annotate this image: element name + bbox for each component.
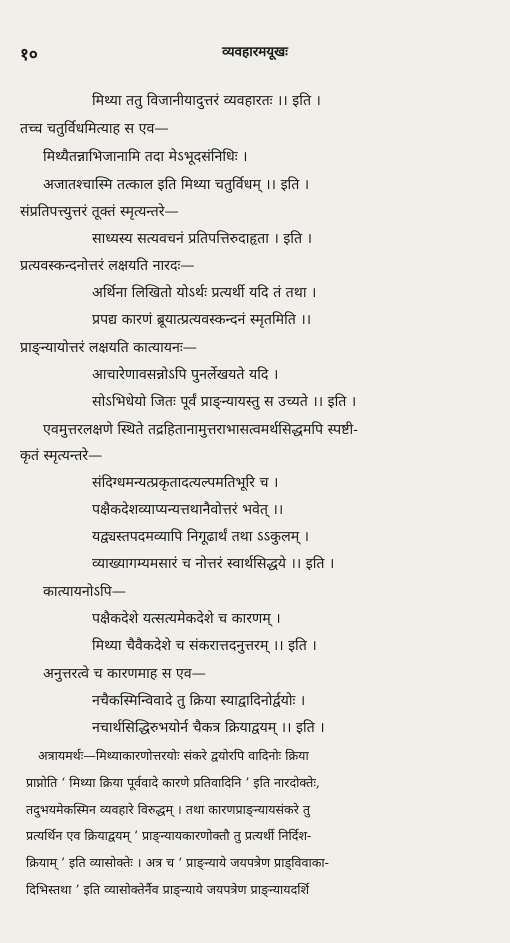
verse-line: मिथ्या चैवैकदेशे च संकरात्तदनुत्तरम् ।। इति । [92, 638, 317, 654]
verse-line: मिथ्यैतन्नाभिजानामि तदा मेऽभूदसंनिधिः । [43, 149, 248, 165]
verse-line: पक्षैकदेशव्याप्यन्यत्तथानैवोत्तरं भवेत् ।। [92, 502, 284, 518]
verse-line: व्याख्यागम्यमसारं च नोत्तरं स्वार्थसिद्धये ।। इति । [92, 556, 335, 572]
prose-line: प्रत्यवस्कन्दनोत्तरं लक्षयति नारदः— [20, 258, 195, 274]
page-header [20, 42, 490, 68]
prose-line: तच्च चतुर्विधमित्याह स एव— [20, 121, 169, 137]
verse-line: साध्यस्य सत्यवचनं प्रतिपत्तिरुदाहृता । इति । [92, 231, 312, 247]
verse-line: सोऽभिधेयो जितः पूर्वं प्राङ्न्यायस्तु स उच्यते ।। इति । [92, 394, 357, 410]
verse-line: नचैकस्मिन्विवादे तु क्रिया स्याद्वादिनोर्द्वयोः । [92, 693, 306, 709]
prose-line: अनुत्तरत्वे च कारणमाह स एव— [43, 666, 206, 682]
verse-line: आचारेणावसन्नोऽपि पुनर्लेखयते यदि । [92, 367, 279, 383]
prose-line: संप्रतिपत्त्युत्तरं तूक्तं स्मृत्यन्तरे— [20, 204, 179, 220]
prose-line: प्राङ्न्यायोत्तरं लक्षयति कात्यायनः— [20, 340, 197, 356]
verse-line: अर्थिना लिखितो योऽर्थः प्रत्यर्थी यदि तं तथा । [92, 285, 317, 301]
running-title: व्यवहारमयूखः [222, 44, 288, 60]
verse-line: यद्व्यस्तपदमव्यापि निगूढार्थं तथा ऽऽकुलम् । [92, 529, 310, 545]
verse-line: नचार्थसिद्धिरुभयोर्न चैकत्र क्रियाद्वयम् ।। इति । [92, 720, 325, 736]
prose-line: कृतं स्मृत्यन्तरे— [20, 448, 103, 464]
commentary-line: दिभिस्तथा ’ इति व्यासोक्तेर्नैव प्राङ्न्याये जयपत्रेण प्राङ्न्यायदर्शि [26, 882, 310, 897]
verse-line: पक्षैकदेशे यत्सत्यमेकदेशे च कारणम् । [92, 611, 281, 627]
commentary-line: क्रियाम् ’ इति व्यासोक्तेः । अत्र च ‘ प्राङ्न्याये जयपत्रेण प्राड्विवाका- [26, 855, 329, 870]
prose-line: एवमुत्तरलक्षणे स्थिते तद्रहितानामुत्तराभासत्वमर्थसिद्धमपि स्पष्टी- [43, 422, 358, 438]
commentary-line: प्रत्यर्थिन एव क्रियाद्वयम् ‘ प्राङ्न्यायकारणोक्तौ तु प्रत्यर्थी निर्दिश- [26, 828, 312, 843]
commentary-line: अत्रायमर्थः—मिथ्याकारणोत्तरयोः संकरे द्वयोरपि वादिनोः क्रिया [38, 748, 309, 763]
verse-line: प्रपद्य कारणं ब्रूयात्प्रत्यवस्कन्दनं स्मृतमिति ।। [92, 312, 312, 328]
verse-line: मिथ्या ततु विजानीयादुत्तरं व्यवहारतः ।। इति । [92, 93, 321, 109]
prose-line: कात्यायनोऽपि— [43, 584, 126, 600]
verse-line: संदिग्धमन्यत्प्रकृतादत्यल्पमतिभूरि च । [92, 475, 279, 491]
page-number: १० [20, 45, 38, 65]
commentary-line: तदुभयमेकस्मिन व्यवहारे विरुद्धम् । तथा कारणप्राङ्न्यायसंकरे तु [26, 802, 311, 817]
verse-line: अजातश्चास्मि तत्काल इति मिथ्या चतुर्विधम् ।। इति । [43, 177, 310, 193]
commentary-line: प्राप्नोति ‘ मिथ्या क्रिया पूर्ववादे कारणे प्रतिवादिनि ’ इति नारदोक्तेः, [26, 775, 320, 790]
